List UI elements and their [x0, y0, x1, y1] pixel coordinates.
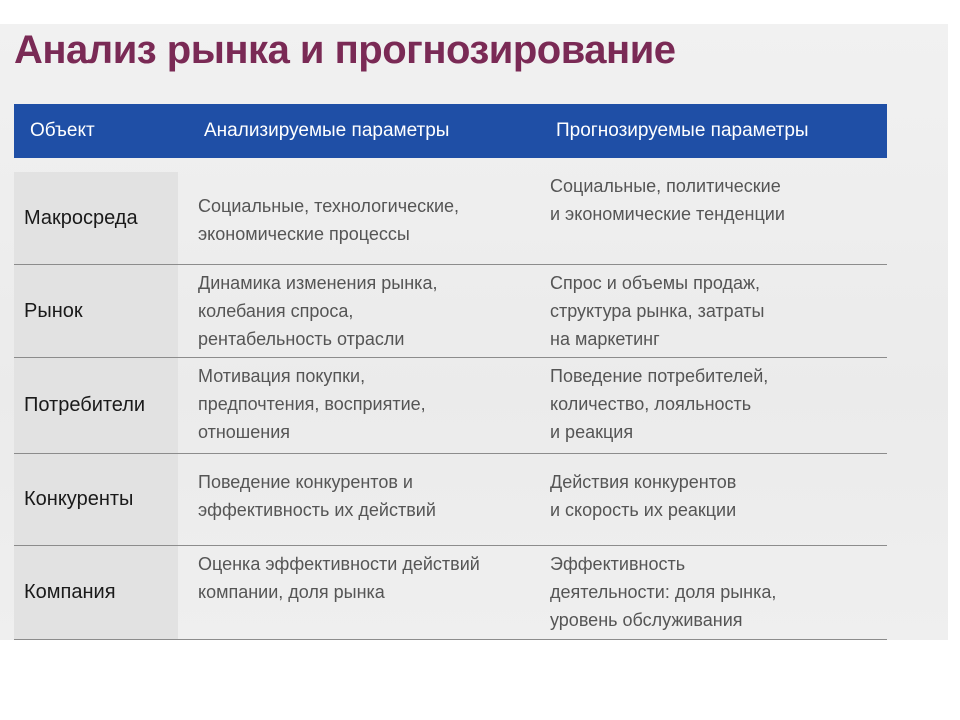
row-analyzed: Мотивация покупки, предпочтения, восприятие, отношения: [198, 366, 426, 442]
row-analyzed: Динамика изменения рынка, колебания спроса, рентабельность отрасли: [198, 273, 438, 349]
row-object: Конкуренты: [14, 454, 178, 545]
row-analyzed: Поведение конкурентов и эффективность их действий: [198, 472, 436, 520]
row-object: Рынок: [14, 265, 178, 357]
comparison-table: [14, 104, 887, 640]
table-header: [14, 104, 887, 158]
row-forecast: Действия конкурентов и скорость их реакции: [550, 472, 737, 520]
row-forecast: Спрос и объемы продаж, структура рынка, затраты на маркетинг: [550, 273, 765, 349]
row-analyzed: Оценка эффективности действий компании, доля рынка: [198, 554, 480, 602]
row-forecast: Социальные, политические и экономические тенденции: [550, 176, 785, 224]
table-row: [14, 546, 887, 640]
table-row: [14, 172, 887, 265]
header-analyzed: Анализируемые параметры: [204, 120, 450, 141]
table-row: [14, 358, 887, 454]
header-forecast: Прогнозируемые параметры: [556, 120, 809, 141]
slide: [0, 24, 948, 640]
row-forecast: Эффективность деятельности: доля рынка, уровень обслуживания: [550, 554, 777, 630]
row-object: Макросреда: [14, 172, 178, 264]
row-object: Компания: [14, 546, 178, 639]
page-title: Анализ рынка и прогнозирование: [14, 28, 676, 72]
table-row: [14, 454, 887, 546]
table-row: [14, 265, 887, 358]
row-forecast: Поведение потребителей, количество, лояльность и реакция: [550, 366, 769, 442]
row-analyzed: Социальные, технологические, экономические процессы: [198, 196, 460, 244]
header-object: Объект: [30, 120, 95, 141]
row-object: Потребители: [14, 358, 178, 453]
